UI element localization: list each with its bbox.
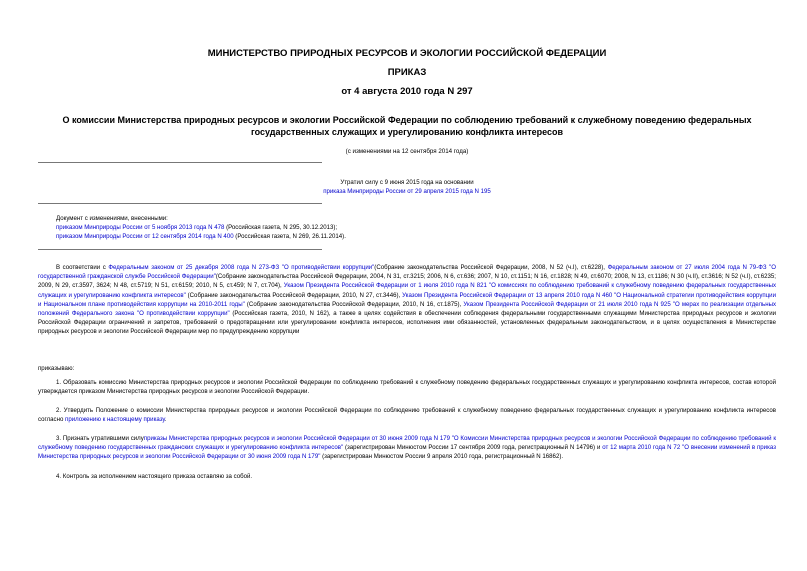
order-item-3 xyxy=(38,434,776,462)
changes-link-1[interactable]: приказом Минприроды России от 5 ноября 2013 года N 478 xyxy=(56,224,225,232)
preamble-text: (Собрание законодательства Российской Федерации, 2010, N 27, ст.3446), xyxy=(185,291,403,299)
doc-type-heading: ПРИКАЗ xyxy=(387,67,427,78)
changes-block xyxy=(56,214,736,242)
ministry-heading: МИНИСТЕРСТВО ПРИРОДНЫХ РЕСУРСОВ И ЭКОЛОГИИ РОССИЙСКОЙ ФЕДЕРАЦИИ xyxy=(207,48,607,59)
preamble-paragraph xyxy=(38,263,776,337)
preamble-text: В соответствии с xyxy=(56,264,109,271)
order-item-4: 4. Контроль за исполнением настоящего приказа оставляю за собой. xyxy=(56,473,253,480)
divider xyxy=(38,249,322,250)
decree-link[interactable]: Указом Президента Российской Федерации от 1 июля 2010 года N 821 "О комиссиях по соблюдению требований к служебному поведению федеральных государственных служащих и урегулированию конфликта интересов" xyxy=(38,282,776,299)
preamble-text: (Российская газета, 2010, N 162), а также в целях содействия в обеспечении соблюдения федеральными государственными служащими Министерства природных ресурсов и экологии Российской Федерации ограничений и запретов, требований о предотвращении или урегулировании конфликта интересов, исполнения ими обязанностей, установленных федеральным законодательством, и в целях осуществления в Министерстве природных ресурсов и экологии Российской Федерации мер по предупреждению коррупции xyxy=(38,310,777,336)
changes-item-text: (Российская газета, N 295, 30.12.2013); xyxy=(224,224,338,232)
item-text: (зарегистрирован Минюстом России 9 апреля 2010 года, регистрационный N 16862). xyxy=(320,453,564,461)
changes-item-text: (Российская газета, N 269, 26.11.2014). xyxy=(233,233,346,241)
changes-link-2[interactable]: приказом Минприроды России от 12 сентября 2014 года N 400 xyxy=(56,233,234,241)
expired-line: Утратил силу с 9 июня 2015 года на основании xyxy=(340,179,474,186)
doc-title: О комиссии Министерства природных ресурсов и экологии Российской Федерации по соблюдению требований к служебному поведению федеральных государственных служащих и урегулированию конфликта интересов xyxy=(62,115,752,137)
order-item-1: 1. Образовать комиссию Министерства природных ресурсов и экологии Российской Федерации по соблюдению требований к служебному поведению федеральных государственных служащих и урегулированию конфликта интересов, состав которой утверждается приказом Министерства природных ресурсов и экологии Российской Федерации. xyxy=(38,379,776,396)
order-link[interactable]: приказы Министерства природных ресурсов и экологии Российской Федерации от 30 июня 2009 года N 179 "О Комиссии Министерства природных ресурсов и экологии Российской Федерации по соблюдению требований к служебному поведению государственных гражданских служащих и урегулированию конфликта интересов" xyxy=(38,435,776,452)
preamble-text: (Собрание законодательства Российской Федерации, 2004, N 31, ст.3215; 2006, N 6, ст.636; 2007, N 10, ст.1151; N 16, ст.1828; N 49, ст.6070; 2008, N 13, ст.1186; N 30 (ч.II), ст.3616; N 52 (ч.I), ст.6235; 2009, N 29, ст.3597, 3624; N 48, ст.5719; N 51, ст.6159; 2010, N 5, ст.459; N 7, ст.704), xyxy=(38,273,776,290)
item-text: 2. Утвердить Положение о комиссии Министерства природных ресурсов и экологии Российской Федерации по соблюдению требований к служебному поведению федеральных государственных служащих и урегулированию конфликта интересов согласно xyxy=(38,407,776,424)
law-link[interactable]: Федеральным законом от 25 декабря 2008 года N 273-ФЗ "О противодействии коррупции" xyxy=(108,264,375,271)
ordered-word: приказываю: xyxy=(38,365,75,372)
item-text: (зарегистрирован Минюстом России 17 сентября 2009 года, регистрационный N 14796) и xyxy=(343,444,603,452)
order-link[interactable]: от 12 марта 2010 года N 72 "О внесении изменений в приказ Министерства природных ресурсов и экологии Российской Федерации от 30 июня 2009 года N 179" xyxy=(38,444,776,461)
item-text: 3. Признать утратившими силу xyxy=(56,435,144,442)
divider xyxy=(38,203,322,204)
divider xyxy=(38,162,322,163)
decree-link[interactable]: Указом Президента Российской Федерации от 21 июля 2010 года N 925 "О мерах по реализации отдельных положений Федерального закона "О противодействии коррупции" xyxy=(38,300,777,318)
item-text: . xyxy=(164,416,167,424)
law-link[interactable]: Федеральным законом от 27 июля 2004 года N 79-ФЗ "О государственной гражданской службе Российской Федерации" xyxy=(38,264,777,281)
changes-intro: Документ с изменениями, внесенными: xyxy=(56,215,168,222)
decree-link[interactable]: Указом Президента Российской Федерации от 13 апреля 2010 года N 460 "О Национальной стратегии противодействия коррупции и Национальном плане противодействия коррупции на 2010-2011 годы" xyxy=(38,291,776,308)
doc-date: от 4 августа 2010 года N 297 xyxy=(341,86,473,97)
preamble-text: (Собрание законодательства Российской Федерации, 2008, N 52 (ч.I), ст.6228), xyxy=(374,264,608,271)
order-item-2 xyxy=(38,406,776,424)
appendix-link[interactable]: приложению к настоящему приказу xyxy=(65,416,165,424)
expired-link[interactable]: приказа Минприроды России от 29 апреля 2015 года N 195 xyxy=(323,188,491,196)
changes-item xyxy=(56,232,736,241)
preamble-text: (Собрание законодательства Российской Федерации, 2010, N 16, ст.1875), xyxy=(244,300,464,308)
expired-note xyxy=(38,178,776,196)
edition-note: (с изменениями на 12 сентября 2014 года) xyxy=(345,148,469,155)
changes-item xyxy=(56,223,736,232)
